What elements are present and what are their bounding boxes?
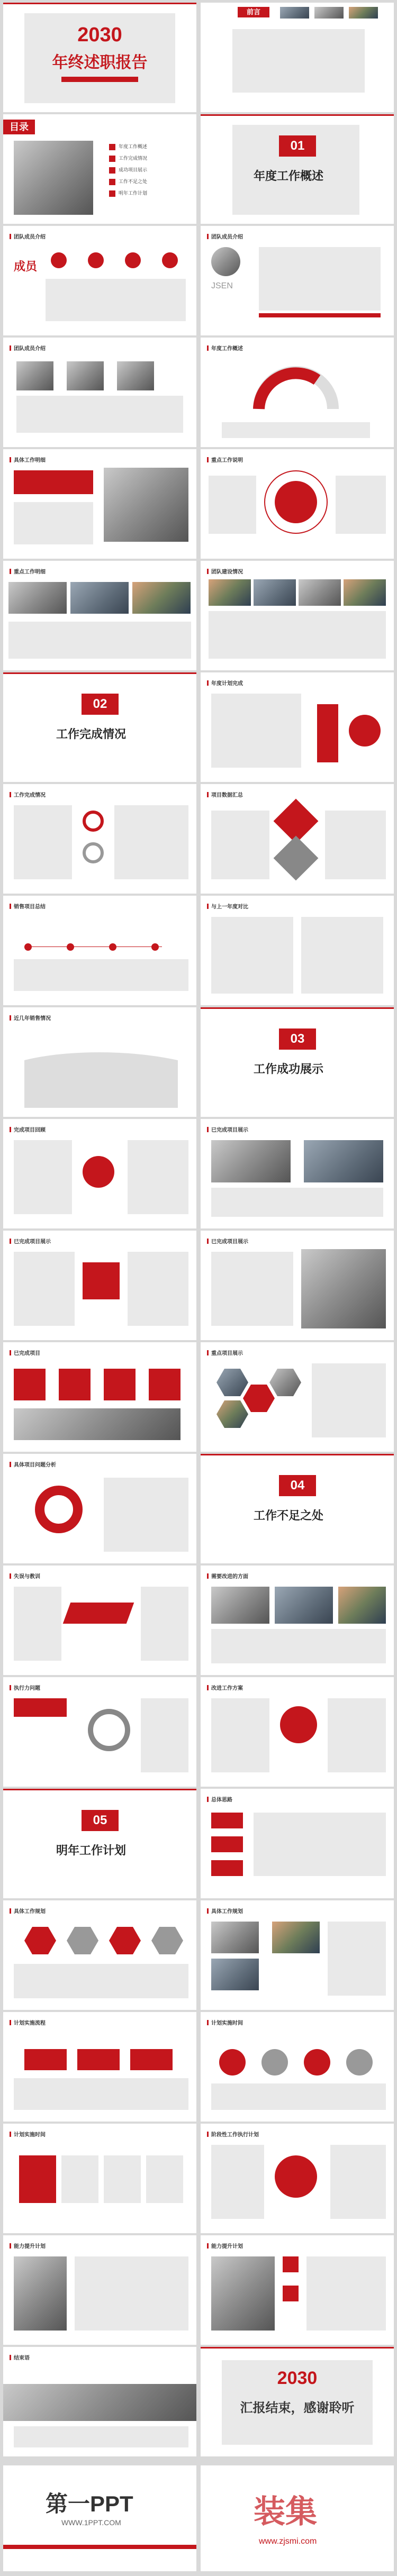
slide-title: 团队成员介绍	[10, 344, 46, 352]
exec-banner	[14, 1698, 67, 1717]
section-title: 年度工作概述	[254, 169, 324, 183]
hex-gray	[67, 1927, 98, 1954]
slide-team-3[interactable]	[3, 338, 196, 447]
slide-overall[interactable]	[201, 1789, 394, 1898]
cover-bar	[61, 77, 138, 82]
slide-project-show-3[interactable]	[201, 1231, 394, 1340]
review-text	[14, 1140, 72, 1214]
detail-text	[14, 502, 93, 544]
improve-photo	[338, 1587, 386, 1624]
slide-team-1[interactable]	[3, 226, 196, 335]
time-circle	[261, 2049, 288, 2076]
slide-key-work[interactable]	[201, 449, 394, 559]
key-proj-text	[312, 1363, 386, 1437]
top-bar	[3, 1789, 196, 1790]
hex-gray	[151, 1927, 183, 1954]
section-title: 工作不足之处	[254, 1509, 324, 1522]
project-photo	[211, 1140, 291, 1182]
detail-photo	[104, 468, 188, 542]
improve-photo	[211, 1587, 269, 1624]
project-text	[211, 1188, 383, 1217]
slide-section-01[interactable]	[201, 114, 394, 224]
slide-title: 具体工作规划	[10, 1907, 46, 1915]
timeline-card	[104, 2155, 141, 2203]
avatar	[211, 247, 240, 276]
donut-chart	[35, 1486, 83, 1533]
preface-photo-3	[349, 7, 378, 19]
slide-title: 年度计划完成	[207, 679, 243, 687]
process-box	[130, 2049, 173, 2070]
team-text	[209, 611, 386, 659]
slide-team-2[interactable]	[201, 226, 394, 335]
slide-title: 团队成员介绍	[207, 232, 243, 240]
ability-photo	[14, 2256, 67, 2331]
plan-photo	[211, 1922, 259, 1953]
slide-execution[interactable]	[3, 1677, 196, 1787]
top-bar	[201, 1454, 394, 1455]
show-photo	[301, 1249, 386, 1328]
project-photo	[304, 1140, 383, 1182]
plan-photo	[272, 1922, 320, 1953]
timeline-dot	[109, 943, 116, 951]
timeline-line	[24, 946, 162, 947]
summary-text	[325, 811, 386, 879]
stage-text	[211, 2145, 264, 2219]
status-ring	[83, 811, 104, 832]
completed-box	[14, 1369, 46, 1400]
slide-sales-summary[interactable]	[3, 896, 196, 1005]
member-detail	[259, 247, 381, 311]
member-dot	[125, 252, 141, 268]
slide-title: 失误与教训	[10, 1572, 40, 1580]
cover-title: 年终述职报告	[52, 54, 148, 71]
slide-title: 近几年销售情况	[10, 1014, 51, 1022]
slide-improve-plan[interactable]	[201, 1677, 394, 1787]
preface-photo-1	[280, 7, 309, 19]
plan-text	[328, 1698, 386, 1772]
slide-title: 能力提升计划	[10, 2242, 46, 2250]
show-text	[14, 1252, 75, 1326]
slide-end[interactable]	[201, 2347, 394, 2456]
slide-title: 改进工作方案	[207, 1683, 243, 1691]
hex-photo	[216, 1400, 248, 1428]
top-bar	[3, 3, 196, 4]
team-photo	[209, 579, 251, 606]
time-circle	[304, 2049, 330, 2076]
arrow-banner	[63, 1603, 134, 1624]
key-text-left	[209, 476, 256, 534]
show-text	[211, 1252, 293, 1326]
member-dot	[88, 252, 104, 268]
toc-heading: 目录	[3, 120, 35, 134]
preface-heading: 前言	[238, 7, 269, 17]
slide-improve[interactable]	[201, 1565, 394, 1675]
key-photo	[70, 582, 129, 614]
slide-title: 执行力问题	[10, 1683, 40, 1691]
hex-photo	[269, 1369, 301, 1396]
sales-text	[14, 959, 188, 991]
slide-title: 已完成项目展示	[10, 1237, 51, 1245]
slide-title: 项目数据汇总	[207, 790, 243, 798]
status-text	[114, 805, 188, 879]
preface-text-block	[232, 29, 365, 93]
slide-title: 总体思路	[207, 1795, 232, 1803]
footer-watermark	[201, 2465, 394, 2571]
slide-title: 与上一年度对比	[207, 902, 248, 910]
status-text	[14, 805, 72, 879]
slide-timeline-1[interactable]	[201, 2012, 394, 2122]
section-title: 明年工作计划	[56, 1844, 127, 1857]
slide-key-detail[interactable]	[3, 561, 196, 670]
toc-item[interactable]: 工作完成情况	[109, 152, 147, 164]
completed-box	[59, 1369, 91, 1400]
key-text	[8, 622, 191, 659]
show-text	[128, 1252, 188, 1326]
site-url: www.zjsmi.com	[259, 2537, 317, 2546]
slide-title: 已完成项目	[10, 1349, 40, 1357]
time-circle	[346, 2049, 373, 2076]
ability-text	[306, 2256, 386, 2331]
brand-url: WWW.1PPT.COM	[61, 2518, 121, 2527]
hex-red	[24, 1927, 56, 1954]
footer-brand	[3, 2465, 196, 2571]
detail-banner	[14, 470, 93, 494]
slide-title: 阶段性工作执行计划	[207, 2130, 259, 2138]
slide-title: 已完成项目展示	[207, 1237, 248, 1245]
member-dot	[162, 252, 178, 268]
area-chart	[24, 1028, 178, 1108]
slide-title: 能力提升计划	[207, 2242, 243, 2250]
slide-title: 重点工作说明	[207, 456, 243, 463]
team-photo	[344, 579, 386, 606]
completed-photo	[14, 1408, 181, 1440]
cover-year: 2030	[77, 24, 122, 46]
slide-title: 结束语	[10, 2353, 30, 2361]
end-year: 2030	[277, 2368, 318, 2388]
top-bar	[201, 1007, 394, 1009]
overview-text	[222, 422, 370, 438]
end-title: 汇报结束，感谢聆听	[240, 2401, 355, 2415]
member-photo	[16, 361, 53, 390]
slide-title: 销售项目总结	[10, 902, 46, 910]
section-number: 05	[82, 1810, 119, 1831]
lessons-text	[141, 1587, 188, 1661]
slide-title: 具体项目问题分析	[10, 1460, 56, 1468]
toc-list	[109, 141, 147, 199]
slide-title: 计划实施时间	[10, 2130, 46, 2138]
slide-annual-plan[interactable]	[201, 672, 394, 782]
timeline-dot	[67, 943, 74, 951]
ability-photo	[211, 2256, 275, 2331]
preface-photo-2	[314, 7, 344, 19]
section-number: 04	[279, 1475, 316, 1496]
slide-title: 具体工作规划	[207, 1907, 243, 1915]
member-bar	[259, 313, 381, 317]
slide-section-05[interactable]	[3, 1789, 196, 1898]
slide-title: 计划实施流程	[10, 2018, 46, 2026]
completed-box	[104, 1369, 136, 1400]
improve-text	[211, 1629, 386, 1663]
tag	[211, 1860, 243, 1876]
slide-process[interactable]	[3, 2012, 196, 2122]
slide-ability-2[interactable]	[201, 2235, 394, 2345]
footer-bar	[3, 2545, 196, 2549]
slide-work-detail[interactable]	[3, 449, 196, 559]
section-number: 01	[279, 135, 316, 157]
gauge-chart	[248, 356, 344, 414]
overall-text	[254, 1813, 386, 1876]
slide-toc[interactable]	[3, 114, 196, 224]
slide-plan-1[interactable]	[3, 1900, 196, 2010]
member-photo	[117, 361, 154, 390]
stage-text	[330, 2145, 386, 2219]
member-name: JSEN	[211, 281, 233, 290]
plan-bar	[317, 704, 338, 762]
process-box	[77, 2049, 120, 2070]
slide-plan-2[interactable]	[201, 1900, 394, 2010]
slide-cover[interactable]	[3, 3, 196, 112]
plan-text	[328, 1922, 386, 1996]
slide-title: 重点项目展示	[207, 1349, 243, 1357]
slide-work-status[interactable]	[3, 784, 196, 894]
slide-title: 完成项目回顾	[10, 1125, 46, 1133]
slide-title: 计划实施时间	[207, 2018, 243, 2026]
timeline-card	[61, 2155, 98, 2203]
slide-closing[interactable]	[3, 2347, 196, 2456]
plan-circle	[349, 715, 381, 747]
process-box	[24, 2049, 67, 2070]
plan-photo	[211, 1959, 259, 1990]
slide-completed[interactable]	[3, 1342, 196, 1452]
hex-red	[109, 1927, 141, 1954]
lessons-text	[14, 1587, 61, 1661]
toc-photo	[14, 141, 93, 215]
slide-title: 年度工作概述	[207, 344, 243, 352]
team-label: 成员	[14, 260, 38, 273]
toc-item[interactable]: 工作不足之处	[109, 176, 147, 187]
center-block	[83, 1262, 120, 1299]
closing-text	[14, 2426, 188, 2447]
slide-key-projects[interactable]	[201, 1342, 394, 1452]
slide-section-02[interactable]	[3, 672, 196, 782]
slide-timeline-2[interactable]	[3, 2124, 196, 2233]
ring	[264, 470, 328, 534]
target-icon	[88, 1709, 130, 1751]
section-number: 02	[82, 694, 119, 715]
team-photo	[299, 579, 341, 606]
status-ring	[83, 842, 104, 863]
slide-title: 具体工作明细	[10, 456, 46, 463]
slide-project-show-1[interactable]	[201, 1119, 394, 1228]
team-photo	[254, 579, 296, 606]
improve-photo	[275, 1587, 333, 1624]
hex-photo	[216, 1369, 248, 1396]
time-circle	[219, 2049, 246, 2076]
slide-data-summary[interactable]	[201, 784, 394, 894]
timeline-card	[19, 2155, 56, 2203]
hex-red	[243, 1385, 275, 1412]
top-bar	[201, 2347, 394, 2349]
top-bar	[201, 114, 394, 116]
exec-text	[141, 1698, 188, 1772]
section-number: 03	[279, 1028, 316, 1050]
diamond	[274, 836, 319, 881]
member-dot	[51, 252, 67, 268]
section-title: 工作成功展示	[254, 1062, 324, 1076]
slide-sales-chart[interactable]	[3, 1007, 196, 1117]
tag	[211, 1813, 243, 1828]
slide-ability-1[interactable]	[3, 2235, 196, 2345]
toc-item[interactable]: 明年工作计划	[109, 187, 147, 199]
center-figure	[83, 1156, 114, 1188]
stage-center	[275, 2155, 317, 2198]
completed-box	[149, 1369, 181, 1400]
analysis-text	[104, 1478, 188, 1552]
slide-stage-plan[interactable]	[201, 2124, 394, 2233]
toc-item[interactable]: 成功项目展示	[109, 164, 147, 176]
plan-text	[211, 1698, 269, 1772]
closing-photo	[3, 2384, 196, 2421]
slide-section-04[interactable]	[201, 1454, 394, 1563]
timeline-card	[146, 2155, 183, 2203]
center-circle	[280, 1706, 317, 1743]
ability-icon	[283, 2256, 299, 2272]
slide-year-compare[interactable]	[201, 896, 394, 1005]
slide-title: 已完成项目展示	[207, 1125, 248, 1133]
slide-preface[interactable]	[201, 3, 394, 112]
key-photo	[8, 582, 67, 614]
member-photo	[67, 361, 104, 390]
ability-text	[75, 2256, 188, 2331]
slide-lessons[interactable]	[3, 1565, 196, 1675]
summary-text	[211, 811, 269, 879]
plan-text	[14, 1964, 188, 1998]
top-bar	[3, 672, 196, 674]
time-text	[211, 2083, 386, 2110]
slide-title: 工作完成情况	[10, 790, 46, 798]
plan-text	[211, 694, 301, 768]
slide-team-building[interactable]	[201, 561, 394, 670]
slide-title: 重点工作明细	[10, 567, 46, 575]
slide-title: 团队成员介绍	[10, 232, 46, 240]
compare-left	[211, 917, 293, 994]
tag	[211, 1836, 243, 1852]
slide-problem-analysis[interactable]	[3, 1454, 196, 1563]
slide-title: 需要改进的方面	[207, 1572, 248, 1580]
member-text	[46, 279, 186, 321]
toc-item[interactable]: 年度工作概述	[109, 141, 147, 152]
watermark: 装集	[254, 2494, 317, 2529]
slide-project-review[interactable]	[3, 1119, 196, 1228]
compare-right	[301, 917, 383, 994]
section-title: 工作完成情况	[56, 727, 127, 741]
review-text	[128, 1140, 188, 1214]
timeline-dot	[24, 943, 32, 951]
slide-overview[interactable]	[201, 338, 394, 447]
key-text-right	[336, 476, 386, 534]
ability-icon	[283, 2286, 299, 2301]
slide-title: 团队建设情况	[207, 567, 243, 575]
key-photo	[132, 582, 191, 614]
brand-name: 第一PPT	[46, 2491, 133, 2516]
slide-project-show-2[interactable]	[3, 1231, 196, 1340]
timeline-dot	[151, 943, 159, 951]
slide-section-03[interactable]	[201, 1007, 394, 1117]
process-text	[14, 2078, 188, 2110]
member-text	[16, 396, 183, 433]
